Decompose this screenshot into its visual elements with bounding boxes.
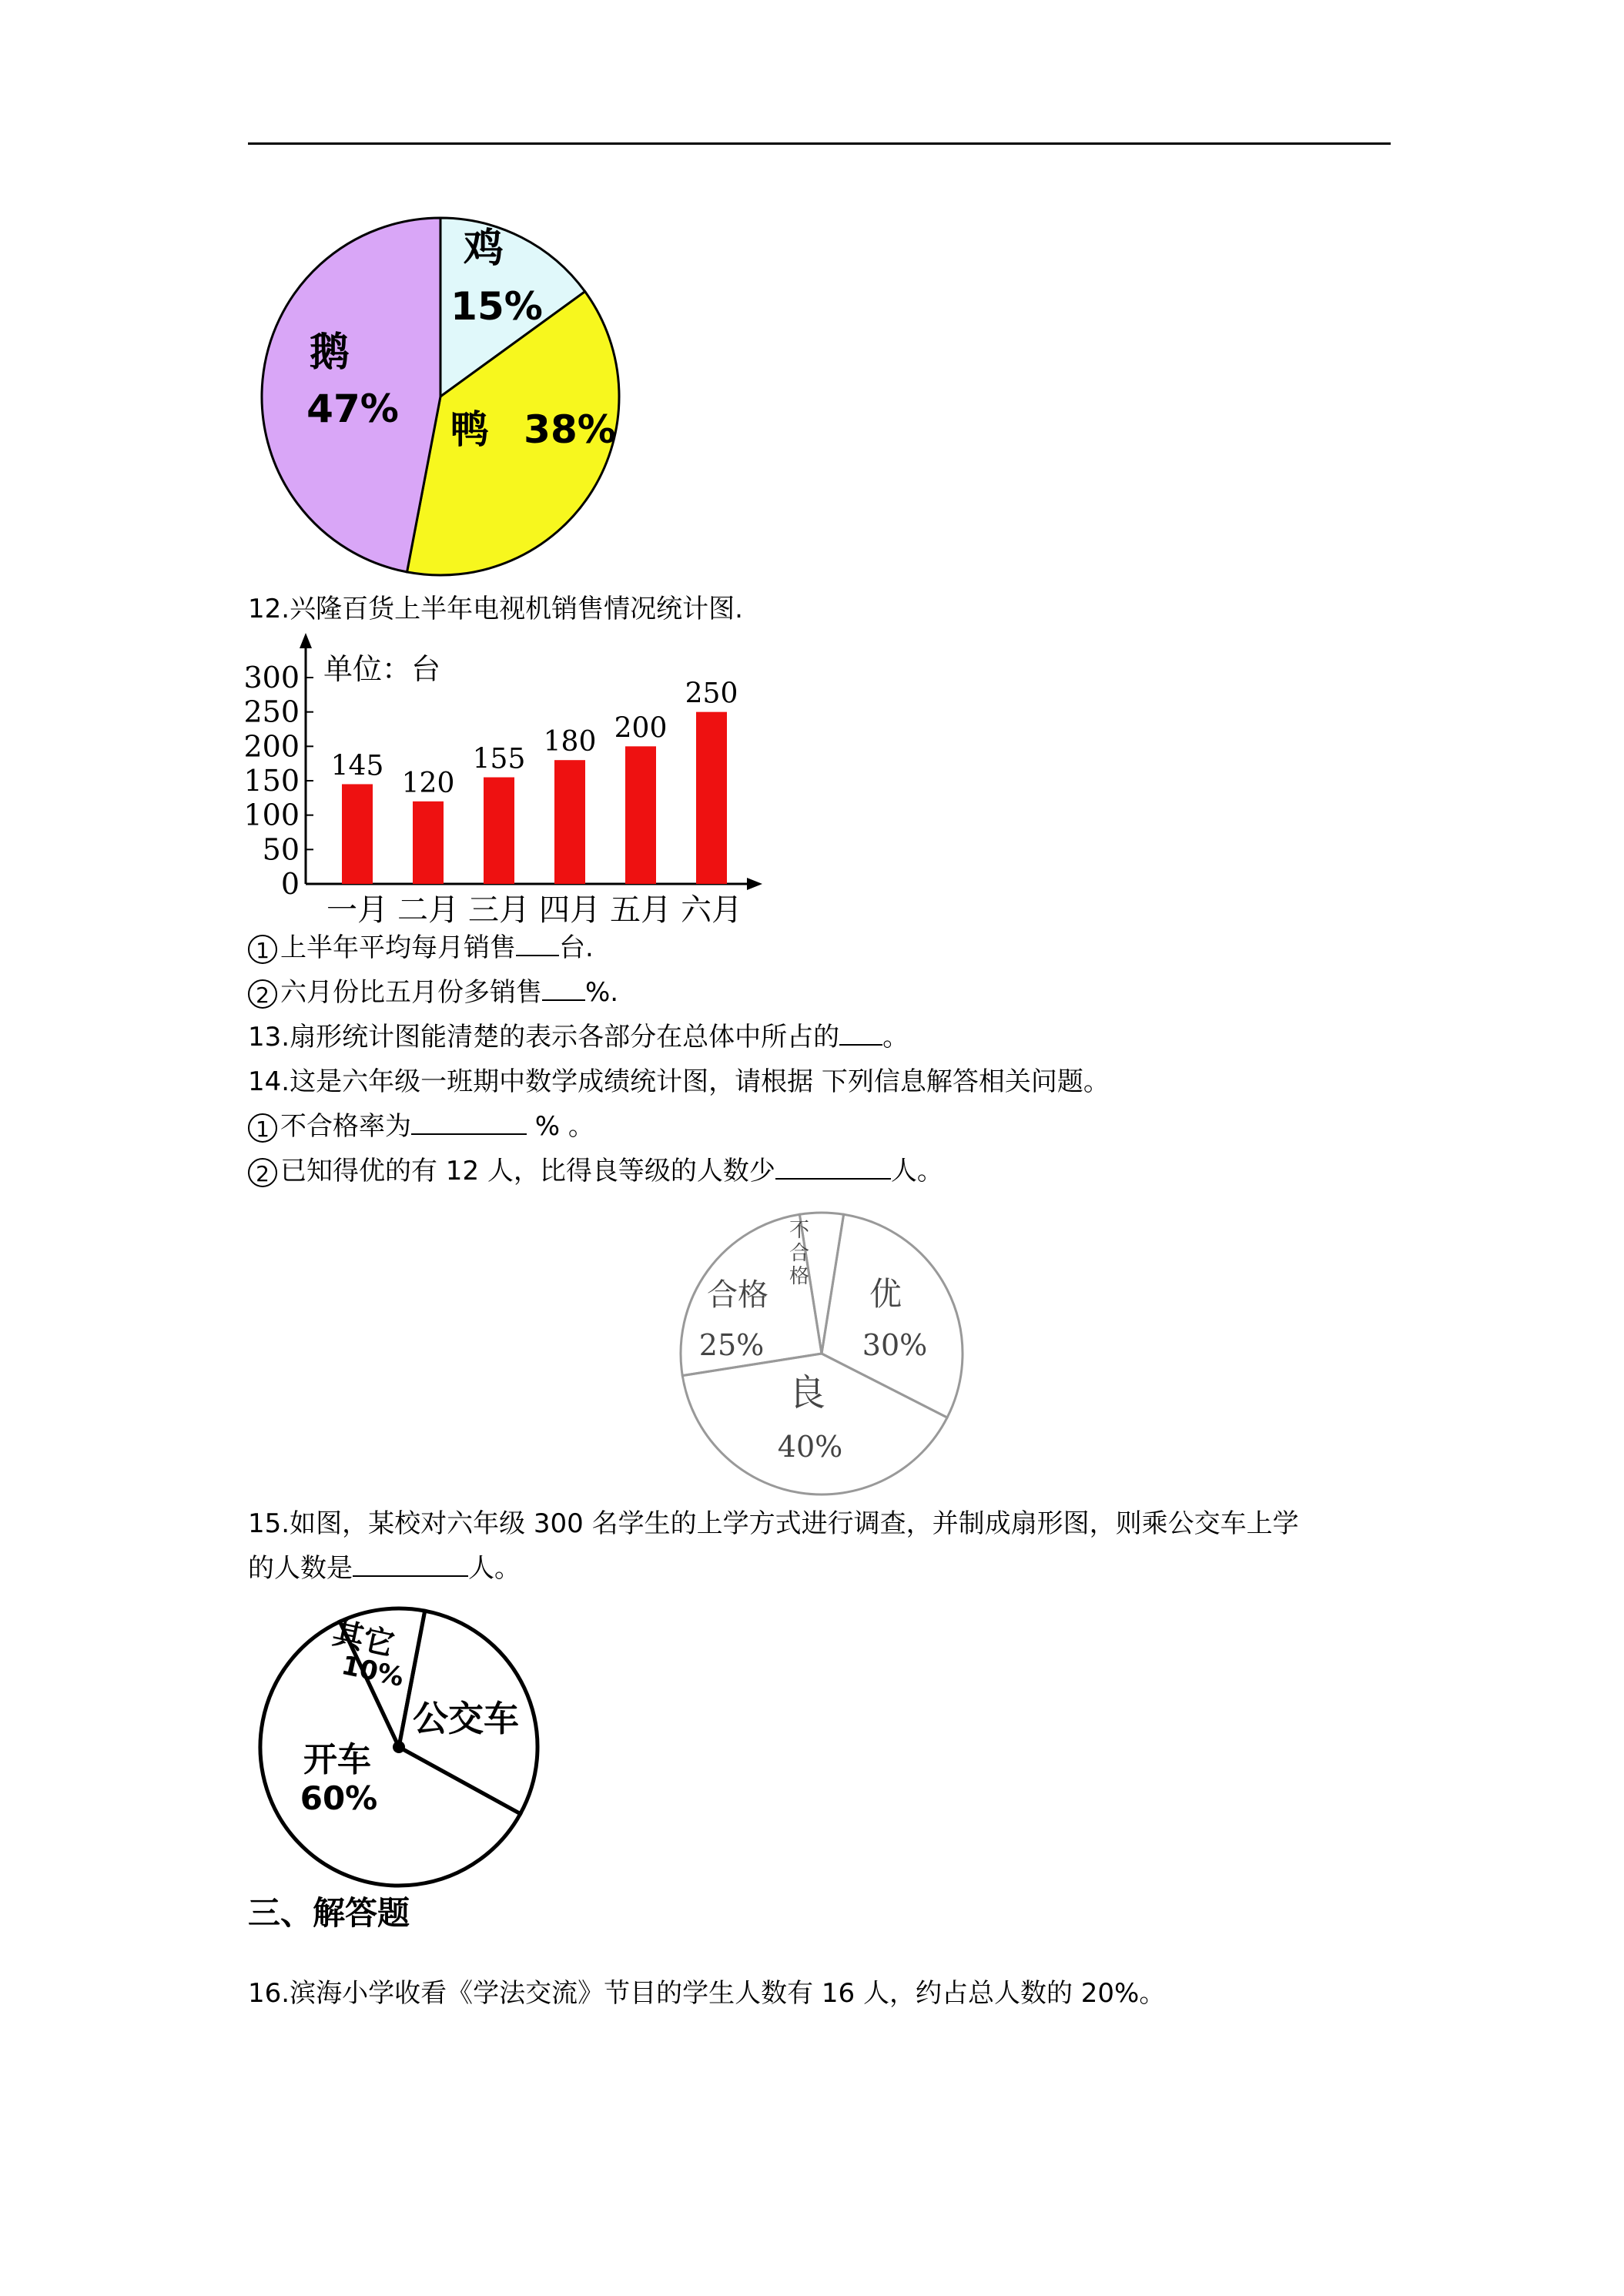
- q12-title: 12.兴隆百货上半年电视机销售情况统计图.: [248, 594, 743, 624]
- y-tick-label: 100: [243, 798, 300, 832]
- q15-line1: 15.如图，某校对六年级 300 名学生的上学方式进行调查，并制成扇形图，则乘公交车上学: [248, 1508, 1299, 1539]
- q15-text-b: 人。: [468, 1553, 521, 1584]
- pie-center-dot: [393, 1741, 405, 1753]
- q15-text-a: 的人数是: [248, 1553, 353, 1584]
- pie-label-pass-name: 合格: [707, 1277, 768, 1313]
- bar: [696, 712, 727, 884]
- x-category-label: 二月: [397, 892, 459, 928]
- pie-label-bus-name: 公交车: [413, 1698, 519, 1739]
- answer-blank[interactable]: [411, 1110, 527, 1135]
- q12-sub2-text-a: 六月份比五月份多销售: [280, 977, 542, 1008]
- y-tick-label: 250: [243, 694, 300, 729]
- q13: [248, 1018, 909, 1056]
- bar-value-label: 250: [685, 678, 738, 710]
- svg-text:不: 不: [789, 1219, 810, 1242]
- pie-slice-excellent: [822, 1214, 963, 1417]
- q12-sub2-text-b: %.: [585, 977, 619, 1008]
- svg-text:格: 格: [789, 1265, 810, 1288]
- q12-sub1: [248, 929, 594, 967]
- pie-label-duck-name: 鸭: [450, 407, 489, 452]
- pie-label-good-value: 40%: [777, 1430, 843, 1464]
- q14-sub1-text-b: % 。: [527, 1111, 594, 1142]
- circled-number-2: 2: [248, 979, 277, 1009]
- q14-sub2-text-b: 人。: [890, 1156, 943, 1186]
- pie-label-duck-value: 38%: [524, 407, 616, 452]
- pie-label-car-value: 60%: [300, 1779, 378, 1817]
- section-title: 三、解答题: [248, 1894, 410, 1932]
- y-tick-label: 0: [280, 867, 300, 901]
- q12-sub2: [248, 973, 618, 1012]
- q14-sub1-text-a: 不合格率为: [280, 1111, 411, 1142]
- pie-label-good-name: 良: [788, 1371, 826, 1414]
- circled-number-2: 2: [248, 1158, 277, 1187]
- bar-value-label: 180: [543, 726, 597, 758]
- y-axis-arrow: [300, 633, 312, 648]
- y-tick-label: 200: [243, 729, 300, 764]
- bar-chart-tv-sales: [243, 633, 762, 928]
- pie-label-pass-value: 25%: [698, 1328, 765, 1362]
- pie-label-goose-value: 47%: [306, 387, 399, 431]
- bar: [413, 802, 444, 884]
- q13-text-b: 。: [882, 1022, 909, 1053]
- q13-text-a: 13.扇形统计图能清楚的表示各部分在总体中所占的: [248, 1022, 840, 1053]
- pie-poultry: [262, 218, 619, 575]
- unit-label: 单位：台: [323, 652, 441, 686]
- bar: [484, 778, 514, 884]
- q15-line2: [248, 1549, 521, 1588]
- y-tick-label: 150: [243, 764, 300, 798]
- answer-blank[interactable]: [839, 1021, 882, 1046]
- y-tick-label: 50: [262, 832, 300, 867]
- bar: [625, 746, 656, 884]
- pie-label-car-name: 开车: [303, 1740, 371, 1779]
- q14-text: 14.这是六年级一班期中数学成绩统计图，请根据 下列信息解答相关问题。: [248, 1066, 1110, 1097]
- circled-number-1: 1: [248, 1113, 277, 1143]
- q16-text: 16.滨海小学收看《学法交流》节目的学生人数有 16 人，约占总人数的 20%。: [248, 1978, 1166, 2009]
- pie-label-excellent-name: 优: [869, 1275, 902, 1313]
- pie-transport: [260, 1608, 537, 1886]
- answer-blank[interactable]: [516, 932, 559, 956]
- pie-label-excellent-value: 30%: [862, 1328, 928, 1362]
- svg-text:合: 合: [789, 1242, 810, 1265]
- x-category-label: 六月: [681, 892, 742, 928]
- q12-sub1-text-b: 台.: [559, 932, 594, 963]
- x-category-label: 五月: [610, 892, 671, 928]
- answer-blank[interactable]: [775, 1155, 891, 1180]
- x-category-label: 四月: [539, 892, 601, 928]
- q14-sub1: [248, 1107, 594, 1146]
- x-category-label: 一月: [326, 892, 388, 928]
- y-tick-label: 300: [243, 661, 300, 694]
- pie-grades: [681, 1213, 963, 1494]
- x-axis-arrow: [747, 878, 762, 890]
- bar: [554, 760, 585, 884]
- bar: [342, 784, 373, 884]
- pie-label-other-name: 其它: [329, 1615, 397, 1663]
- circled-number-1: 1: [248, 935, 277, 964]
- pie-label-other-value: 10%: [338, 1649, 407, 1694]
- pie-label-goose-name: 鹅: [309, 330, 350, 376]
- x-category-label: 三月: [468, 892, 530, 928]
- answer-blank[interactable]: [542, 976, 585, 1001]
- pie-label-chicken-value: 15%: [450, 284, 543, 329]
- bar-value-label: 155: [472, 743, 526, 775]
- q12-sub1-text-a: 上半年平均每月销售: [280, 932, 516, 963]
- bar-value-label: 200: [614, 712, 668, 745]
- bar-value-label: 120: [401, 767, 455, 799]
- pie-label-fail-name: [789, 1219, 809, 1288]
- q14-sub2-text-a: 已知得优的有 12 人，比得良等级的人数少: [280, 1156, 775, 1186]
- answer-blank[interactable]: [353, 1552, 468, 1577]
- pie-label-chicken-name: 鸡: [463, 226, 504, 272]
- bar-value-label: 145: [330, 750, 384, 782]
- q14-sub2: [248, 1152, 943, 1190]
